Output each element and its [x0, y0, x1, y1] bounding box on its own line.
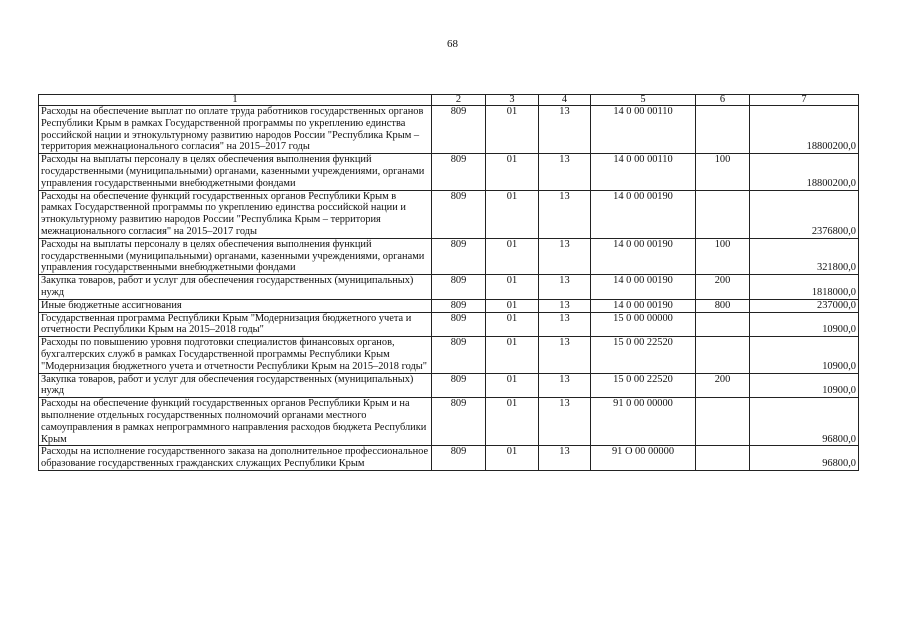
- row-name: Иные бюджетные ассигнования: [39, 299, 432, 312]
- row-amount: 10900,0: [750, 312, 859, 337]
- table-row: [39, 299, 859, 312]
- column-header: 4: [539, 95, 591, 106]
- row-subsection-code: 13: [539, 238, 591, 274]
- table-row: [39, 373, 859, 398]
- row-target-article: 14 0 00 00190: [591, 190, 696, 238]
- row-expense-type: 200: [696, 373, 750, 398]
- row-ministry-code: 809: [432, 446, 486, 471]
- row-amount: 1818000,0: [750, 275, 859, 300]
- table-row: [39, 312, 859, 337]
- row-name: Расходы на выплаты персоналу в целях обеспечения выполнения функций государственными (муниципальными) органами, казенными учреждениями, органами управления государственными внебюджетными фондами: [39, 238, 432, 274]
- row-section-code: 01: [486, 446, 539, 471]
- row-subsection-code: 13: [539, 373, 591, 398]
- row-section-code: 01: [486, 398, 539, 446]
- row-ministry-code: 809: [432, 190, 486, 238]
- column-header: 7: [750, 95, 859, 106]
- row-subsection-code: 13: [539, 446, 591, 471]
- row-ministry-code: 809: [432, 398, 486, 446]
- column-header: 6: [696, 95, 750, 106]
- row-ministry-code: 809: [432, 238, 486, 274]
- row-expense-type: [696, 190, 750, 238]
- row-target-article: 15 0 00 22520: [591, 373, 696, 398]
- row-expense-type: [696, 446, 750, 471]
- table-header-row: [39, 95, 859, 106]
- table-row: [39, 337, 859, 373]
- row-target-article: 14 0 00 00110: [591, 154, 696, 190]
- row-subsection-code: 13: [539, 337, 591, 373]
- row-section-code: 01: [486, 154, 539, 190]
- row-expense-type: 100: [696, 238, 750, 274]
- row-name: Расходы по повышению уровня подготовки специалистов финансовых органов, бухгалтерских служб в рамках Государственной программы Республики Крым "Модернизация бюджетного учета и отчетности Республики Крым на 2015–2018 годы": [39, 337, 432, 373]
- row-section-code: 01: [486, 190, 539, 238]
- row-subsection-code: 13: [539, 275, 591, 300]
- row-expense-type: 800: [696, 299, 750, 312]
- row-name: Расходы на обеспечение функций государственных органов Республики Крым в рамках Государственной программы по укреплению единства российской нации и этнокультурному развитию народов России "Республика Крым – территория межнационального согласия" на 2015–2017 годы: [39, 190, 432, 238]
- row-name: Расходы на исполнение государственного заказа на дополнительное профессиональное образование государственных гражданских служащих Республики Крым: [39, 446, 432, 471]
- row-target-article: 91 О 00 00000: [591, 446, 696, 471]
- row-target-article: 14 0 00 00110: [591, 106, 696, 154]
- row-ministry-code: 809: [432, 373, 486, 398]
- table-row: [39, 190, 859, 238]
- row-target-article: 15 0 00 22520: [591, 337, 696, 373]
- row-name: Закупка товаров, работ и услуг для обеспечения государственных (муниципальных) нужд: [39, 275, 432, 300]
- row-ministry-code: 809: [432, 299, 486, 312]
- row-expense-type: [696, 398, 750, 446]
- budget-table: [38, 94, 859, 471]
- page-number: 68: [447, 38, 458, 50]
- row-amount: 96800,0: [750, 398, 859, 446]
- row-amount: 10900,0: [750, 337, 859, 373]
- row-subsection-code: 13: [539, 398, 591, 446]
- row-subsection-code: 13: [539, 299, 591, 312]
- row-section-code: 01: [486, 238, 539, 274]
- row-name: Государственная программа Республики Крым "Модернизация бюджетного учета и отчетности Республики Крым на 2015–2018 годы": [39, 312, 432, 337]
- row-amount: 18800200,0: [750, 154, 859, 190]
- row-ministry-code: 809: [432, 154, 486, 190]
- row-expense-type: [696, 337, 750, 373]
- table-row: [39, 106, 859, 154]
- row-subsection-code: 13: [539, 190, 591, 238]
- column-header: 3: [486, 95, 539, 106]
- column-header: 1: [39, 95, 432, 106]
- row-amount: 321800,0: [750, 238, 859, 274]
- row-section-code: 01: [486, 312, 539, 337]
- row-subsection-code: 13: [539, 154, 591, 190]
- row-name: Закупка товаров, работ и услуг для обеспечения государственных (муниципальных) нужд: [39, 373, 432, 398]
- row-name: Расходы на обеспечение функций государственных органов Республики Крым и на выполнение отдельных государственных полномочий органами местного самоуправления в рамках непрограммного направления расходов бюджета Республики Крым: [39, 398, 432, 446]
- row-target-article: 14 0 00 00190: [591, 275, 696, 300]
- row-ministry-code: 809: [432, 106, 486, 154]
- row-amount: 10900,0: [750, 373, 859, 398]
- row-expense-type: 200: [696, 275, 750, 300]
- table-row: [39, 398, 859, 446]
- table-row: [39, 154, 859, 190]
- row-expense-type: 100: [696, 154, 750, 190]
- row-amount: 237000,0: [750, 299, 859, 312]
- row-section-code: 01: [486, 373, 539, 398]
- row-ministry-code: 809: [432, 312, 486, 337]
- row-subsection-code: 13: [539, 106, 591, 154]
- table-row: [39, 446, 859, 471]
- row-name: Расходы на выплаты персоналу в целях обеспечения выполнения функций государственными (муниципальными) органами, казенными учреждениями, органами управления государственными внебюджетными фондами: [39, 154, 432, 190]
- row-expense-type: [696, 106, 750, 154]
- column-header: 5: [591, 95, 696, 106]
- column-header: 2: [432, 95, 486, 106]
- row-section-code: 01: [486, 337, 539, 373]
- row-expense-type: [696, 312, 750, 337]
- row-target-article: 91 0 00 00000: [591, 398, 696, 446]
- row-ministry-code: 809: [432, 337, 486, 373]
- row-section-code: 01: [486, 299, 539, 312]
- row-target-article: 14 0 00 00190: [591, 299, 696, 312]
- row-amount: 18800200,0: [750, 106, 859, 154]
- table-row: [39, 238, 859, 274]
- table-row: [39, 275, 859, 300]
- row-target-article: 15 0 00 00000: [591, 312, 696, 337]
- row-section-code: 01: [486, 275, 539, 300]
- row-subsection-code: 13: [539, 312, 591, 337]
- row-section-code: 01: [486, 106, 539, 154]
- row-name: Расходы на обеспечение выплат по оплате труда работников государственных органов Республики Крым в рамках Государственной программы по укреплению единства российской нации и этнокультурному развитию народов России "Республика Крым – территория межнационального согласия" на 2015–2017 годы: [39, 106, 432, 154]
- row-ministry-code: 809: [432, 275, 486, 300]
- row-amount: 96800,0: [750, 446, 859, 471]
- table-body: [39, 106, 859, 471]
- row-target-article: 14 0 00 00190: [591, 238, 696, 274]
- row-amount: 2376800,0: [750, 190, 859, 238]
